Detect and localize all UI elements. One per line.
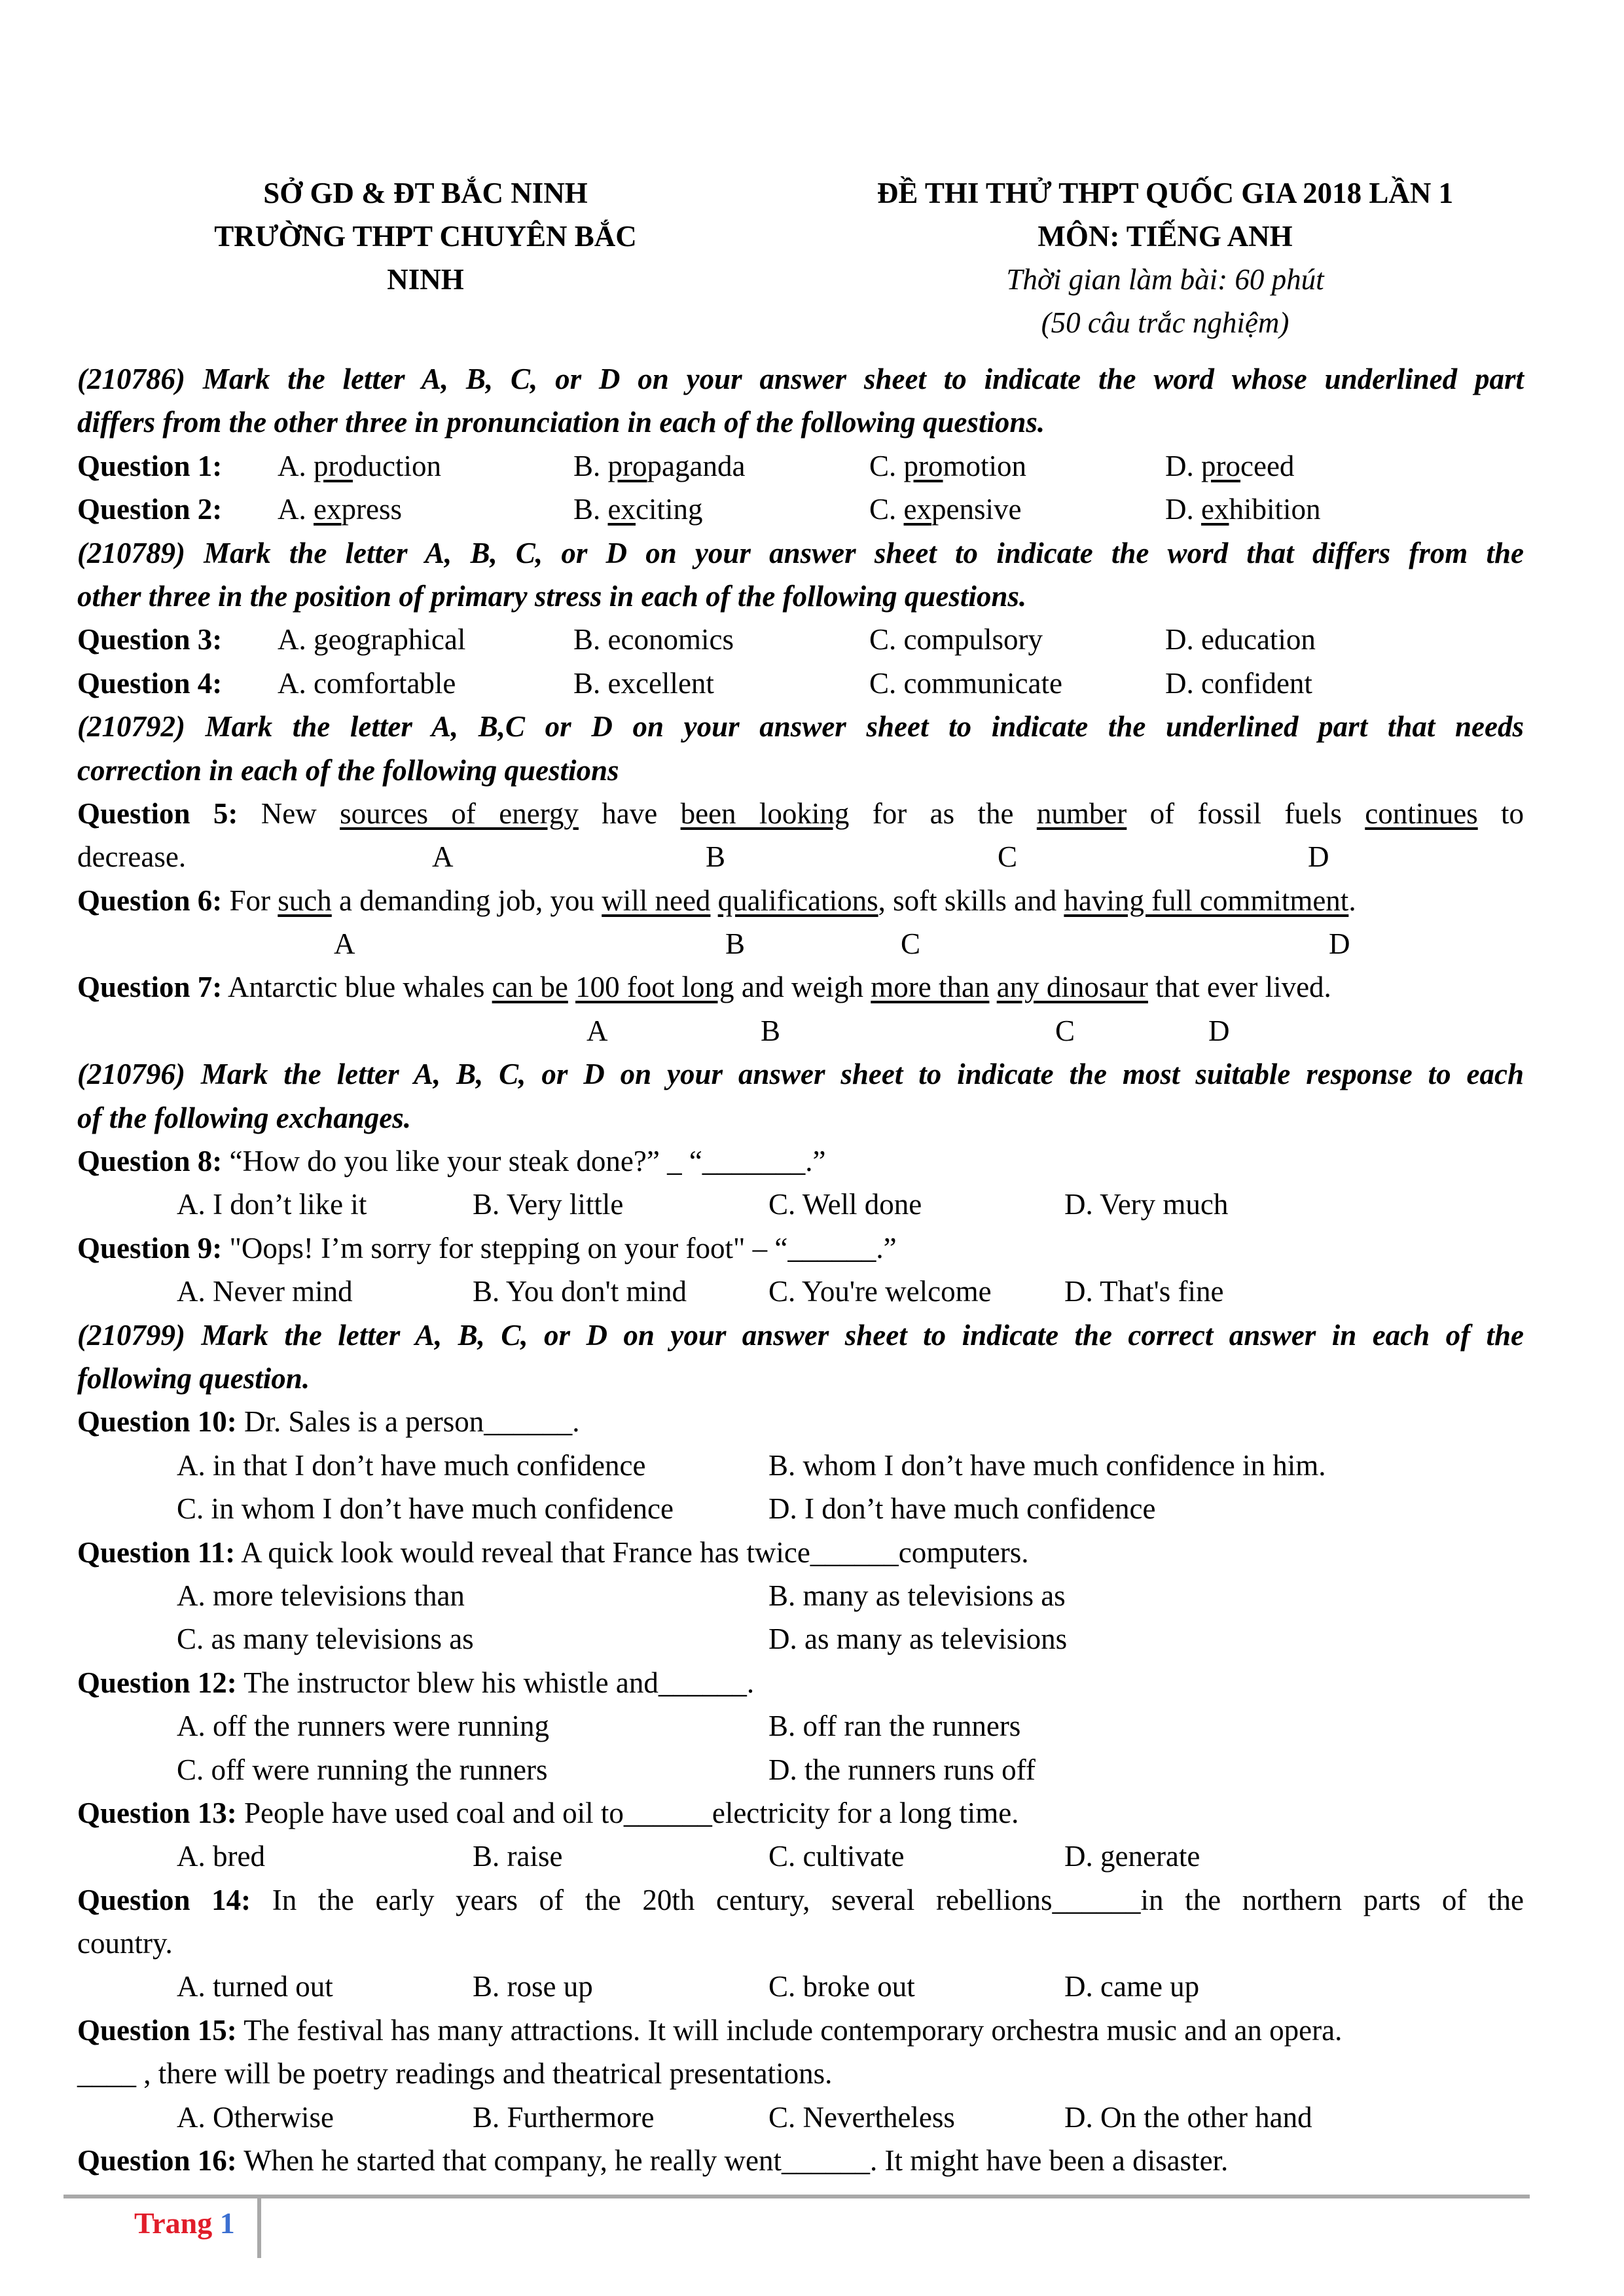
question-text: The festival has many attractions. It will include contemporary orchestra music and an opera. [236,2013,1343,2047]
option-a[interactable]: A. geographical [278,623,466,656]
option-c[interactable]: C. cultivate [768,1840,905,1873]
option-b[interactable]: B. many as televisions as [768,1579,1066,1612]
option-marker: C [1055,1014,1075,1047]
question-7-markers [77,1009,1524,1052]
question-text: In the early years of the 20th century, several rebellions______in the northern parts of the [251,1883,1524,1916]
option-d[interactable]: D. education [1165,623,1316,656]
option-marker: D [1329,927,1350,961]
option-a[interactable]: A. comfortable [278,666,456,700]
option-b[interactable]: B. Furthermore [473,2100,655,2134]
footer-divider-tick [257,2196,261,2258]
question-10 [77,1400,1524,1443]
option-d[interactable]: D. I don’t have much confidence [768,1492,1156,1526]
option-marker: D [1308,840,1329,874]
question-label: Question 7: [77,971,223,1004]
option-marker: C [998,840,1018,874]
option-b[interactable]: B. rose up [473,1970,593,2003]
section-instruction: (210789) Mark the letter A, B, C, or D on your answer sheet to indicate the word that differs from the [77,536,1524,569]
option-marker: B [761,1014,781,1047]
option-d[interactable]: D. as many as televisions [768,1623,1068,1656]
error-option-d[interactable]: having full commitment [1064,884,1349,917]
option-marker: A [586,1014,608,1047]
option-a[interactable]: A. express [278,493,402,526]
option-b[interactable]: B. whom I don’t have much confidence in him. [768,1448,1326,1482]
question-12-options-row2 [77,1748,1524,1791]
question-11-options-row2 [77,1617,1524,1660]
question-label: Question 4: [77,666,223,700]
option-a[interactable]: A. production [278,449,441,482]
school-block [196,171,655,301]
question-label: Question 6: [77,884,223,917]
question-10-options-row1 [77,1444,1524,1487]
question-label: Question 1: [77,449,223,482]
error-option-b[interactable]: been looking [680,797,850,830]
error-option-c[interactable]: qualifications [717,884,878,917]
question-12 [77,1661,1524,1704]
question-label: Question 13: [77,1796,237,1829]
question-label: Question 12: [77,1666,237,1699]
error-option-b[interactable]: will need [602,884,711,917]
question-4 [77,662,1524,705]
option-c[interactable]: C. You're welcome [768,1275,992,1308]
question-11 [77,1531,1524,1574]
exam-time: Thời gian làm bài: 60 phút [1006,263,1324,296]
option-c[interactable]: C. in whom I don’t have much confidence [177,1492,674,1526]
option-marker: D [1208,1014,1230,1047]
question-11-options-row1 [77,1574,1524,1617]
question-text: "Oops! I’m sorry for stepping on your foot" – “______.” [222,1231,897,1265]
question-label: Question 16: [77,2144,237,2178]
exam-body [77,357,1524,2182]
question-5: Question 5: New sources of energy have been looking for as the number of fossil fuels continues to [77,797,1525,830]
question-13 [77,1791,1524,1835]
option-c[interactable]: C. promotion [869,449,1027,482]
section-instruction: differs from the other three in pronunciation in each of the following questions. [77,406,1045,439]
option-marker: A [432,840,454,874]
exam-title: ĐỀ THI THỬ THPT QUỐC GIA 2018 LẦN 1 [876,177,1454,209]
question-label: Question 14: [77,1883,251,1916]
option-c[interactable]: C. compulsory [869,623,1043,656]
error-option-a[interactable]: can be [492,971,568,1004]
error-option-d[interactable]: continues [1365,797,1478,830]
option-c[interactable]: C. Nevertheless [768,2100,955,2134]
question-2 [77,488,1524,531]
question-text: “How do you like your steak done?” _ “_______.” [222,1145,826,1178]
school-name: TRƯỜNG THPT CHUYÊN BẮC [214,220,637,253]
option-marker: B [706,840,726,874]
question-3 [77,618,1524,661]
question-label: Question 10: [77,1405,237,1439]
page-word: Trang [134,2206,213,2240]
question-label: Question 15: [77,2013,237,2047]
section-instruction: (210786) Mark the letter A, B, C, or D on your answer sheet to indicate the word whose underlined part [77,363,1524,395]
option-a[interactable]: A. more televisions than [177,1579,465,1612]
error-option-a[interactable]: sources of energy [340,797,579,830]
question-label: Question 3: [77,623,223,656]
question-9-options [77,1270,1524,1313]
option-c[interactable]: C. expensive [869,493,1022,526]
footer-divider [63,2195,1530,2198]
section-instruction: other three in the position of primary stress in each of the following questions. [77,579,1027,613]
option-c[interactable]: C. as many televisions as [177,1623,474,1656]
option-d[interactable]: D. On the other hand [1064,2100,1312,2134]
option-d[interactable]: D. came up [1064,1970,1200,2003]
school-name-cont: NINH [387,263,464,296]
question-text: When he started that company, he really went______. It might have been a disaster. [236,2144,1229,2178]
question-text: People have used coal and oil to______electricity for a long time. [236,1796,1019,1829]
question-7: Question 7: Antarctic blue whales can be 100 foot long and weigh more than any dinosaur that ever lived. [77,971,1331,1004]
question-label: Question 9: [77,1231,223,1265]
question-15-options [77,2096,1524,2139]
exam-subject: MÔN: TIẾNG ANH [1038,220,1293,253]
section-instruction: correction in each of the following questions [77,753,619,787]
option-d[interactable]: D. That's fine [1064,1275,1224,1308]
question-1 [77,444,1524,488]
section-instruction: following question. [77,1361,310,1395]
question-count: (50 câu trắc nghiệm) [1041,306,1290,339]
question-text: The instructor blew his whistle and______. [236,1666,755,1699]
option-marker: C [901,927,921,961]
question-label: Question 5: [77,797,238,830]
option-marker: B [725,927,746,961]
question-15-cont: ____ , there will be poetry readings and theatrical presentations. [77,2057,833,2090]
option-d[interactable]: D. generate [1064,1840,1200,1873]
question-5-cont: decrease. A B C D [77,835,1524,878]
question-text: Dr. Sales is a person______. [236,1405,580,1439]
section-instruction: of the following exchanges. [77,1101,412,1134]
question-15 [77,2009,1524,2052]
option-marker: A [334,927,355,961]
error-option-c[interactable]: more than [871,971,990,1004]
option-b[interactable]: B. off ran the runners [768,1710,1021,1743]
option-a[interactable]: A. I don’t like it [177,1188,367,1221]
option-a[interactable]: A. in that I don’t have much confidence [177,1448,646,1482]
option-a[interactable]: A. off the runners were running [177,1710,550,1743]
option-b[interactable]: B. You don't mind [473,1275,687,1308]
option-b[interactable]: B. economics [573,623,734,656]
question-16 [77,2139,1524,2182]
option-d[interactable]: D. proceed [1165,449,1295,482]
error-option-d[interactable]: any dinosaur [996,971,1148,1004]
option-b[interactable]: B. excellent [573,666,714,700]
option-a[interactable]: A. turned out [177,1970,333,2003]
question-12-options-row1 [77,1704,1524,1748]
error-option-c[interactable]: number [1036,797,1127,830]
section-instruction: (210792) Mark the letter A, B,C or D on your answer sheet to indicate the underlined part that needs [77,710,1524,744]
option-d[interactable]: D. exhibition [1165,493,1321,526]
option-a[interactable]: A. Otherwise [177,2100,334,2134]
question-label: Question 11: [77,1535,236,1569]
page-number [134,2206,235,2240]
option-b[interactable]: B. Very little [473,1188,624,1221]
question-14 [77,1878,1524,1922]
question-13-options [77,1835,1524,1878]
section-instruction: (210799) Mark the letter A, B, C, or D on your answer sheet to indicate the correct answer in each of the [77,1318,1524,1352]
question-10-options-row2 [77,1487,1524,1530]
exam-info-block [871,171,1460,344]
option-d[interactable]: D. Very much [1064,1188,1229,1221]
question-8-options [77,1183,1524,1226]
option-d[interactable]: D. the runners runs off [768,1753,1036,1786]
error-option-b[interactable]: 100 foot long [575,971,734,1004]
question-14-cont: country. [77,1927,173,1960]
option-c[interactable]: C. Well done [768,1188,922,1221]
question-label: Question 8: [77,1145,223,1178]
page-num: 1 [219,2206,235,2240]
option-b[interactable]: B. propaganda [573,449,746,482]
department-name: SỞ GD & ĐT BẮC NINH [263,177,588,209]
question-8 [77,1139,1524,1183]
question-label: Question 2: [77,493,223,526]
question-9 [77,1227,1524,1270]
section-instruction: (210796) Mark the letter A, B, C, or D on your answer sheet to indicate the most suitable response to each [77,1058,1524,1091]
option-c[interactable]: C. off were running the runners [177,1753,548,1786]
option-c[interactable]: C. broke out [768,1970,915,2003]
option-b[interactable]: B. exciting [573,493,703,526]
question-text: A quick look would reveal that France has twice______computers. [235,1535,1029,1569]
option-b[interactable]: B. raise [473,1840,563,1873]
error-option-a[interactable]: such [278,884,332,917]
question-6: Question 6: For such a demanding job, you will need qualifications, soft skills and having full commitment. [77,884,1356,917]
option-a[interactable]: A. bred [177,1840,265,1873]
question-14-options [77,1965,1524,2008]
option-d[interactable]: D. confident [1165,666,1312,700]
option-a[interactable]: A. Never mind [177,1275,353,1308]
option-c[interactable]: C. communicate [869,666,1062,700]
question-6-markers [77,922,1524,965]
